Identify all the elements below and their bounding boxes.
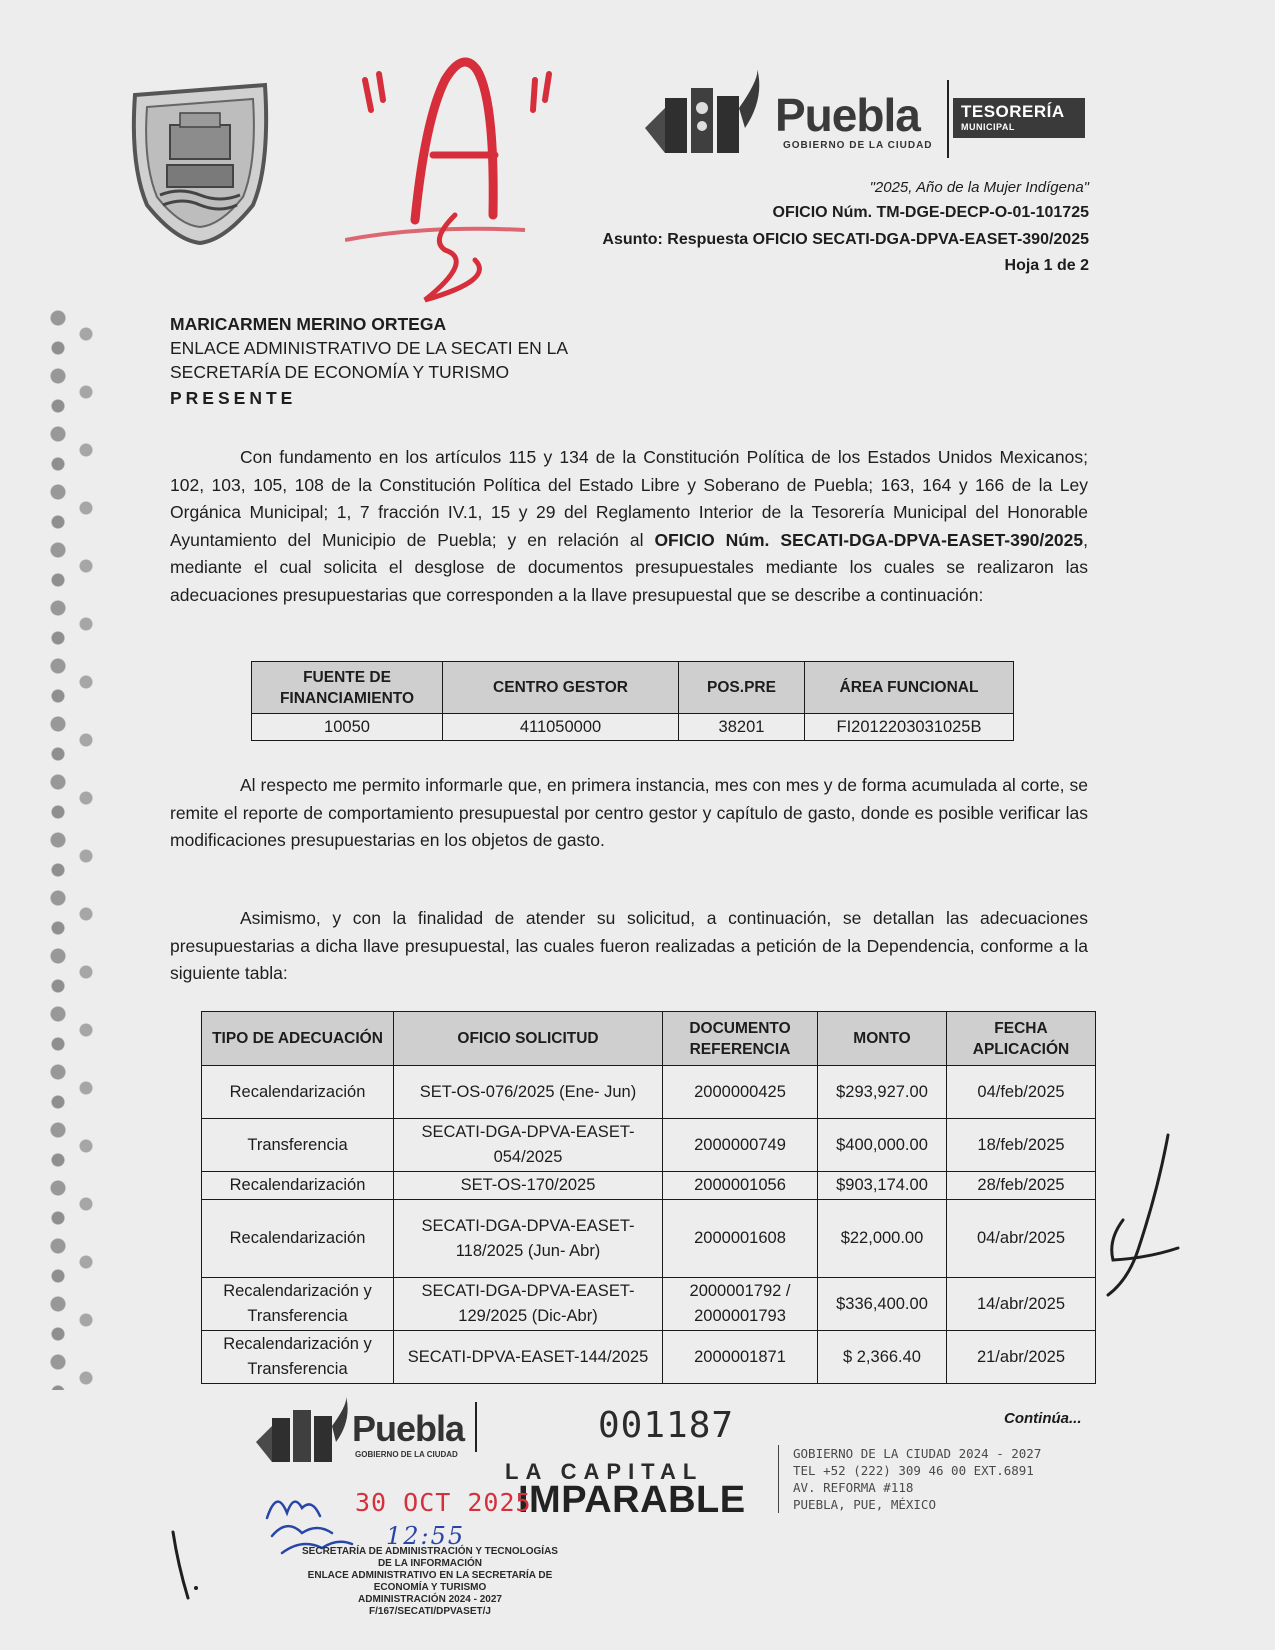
t2-cell: 2000000749	[663, 1119, 818, 1172]
stamp-line: ECONOMÍA Y TURISMO	[373, 1582, 487, 1593]
t2-cell: Recalendarización	[202, 1200, 394, 1278]
t1-cell-area: FI2012203031025B	[805, 714, 1014, 741]
address-line: PUEBLA, PUE, MÉXICO	[793, 1497, 936, 1512]
side-decorative-pattern	[40, 300, 110, 1390]
t2-cell: 2000001792 / 2000001793	[663, 1278, 818, 1331]
address-line: AV. REFORMA #118	[793, 1480, 914, 1495]
t2-cell: Recalendarización y Transferencia	[202, 1331, 394, 1384]
footer-logo-subtitle: GOBIERNO DE LA CIUDAD	[355, 1450, 458, 1459]
received-time: 12:55	[386, 1522, 466, 1550]
t2-cell: $293,927.00	[818, 1066, 947, 1119]
table-row	[202, 1066, 1096, 1119]
t1-header-fuente: FUENTE DE FINANCIAMIENTO	[252, 662, 443, 714]
t2-header-documento: DOCUMENTO REFERENCIA	[663, 1012, 818, 1066]
stamp-line: DE LA INFORMACIÓN	[377, 1558, 483, 1569]
t2-cell: SECATI-DPVA-EASET-144/2025	[394, 1331, 663, 1384]
t1-header-pospre: POS.PRE	[679, 662, 805, 714]
stamp-line: SECRETARÍA DE ADMINISTRACIÓN Y TECNOLOGÍAS	[302, 1546, 558, 1557]
slogan-imparable: IMPARABLE	[518, 1479, 746, 1521]
t2-cell: SET-OS-076/2025 (Ene- Jun)	[394, 1066, 663, 1119]
t2-cell: $336,400.00	[818, 1278, 947, 1331]
t2-cell: SECATI-DGA-DPVA-EASET-129/2025 (Dic-Abr)	[394, 1278, 663, 1331]
t2-cell: $22,000.00	[818, 1200, 947, 1278]
addressee-name: MARICARMEN MERINO ORTEGA	[170, 314, 447, 334]
address-line: GOBIERNO DE LA CIUDAD 2024 - 2027	[793, 1446, 1042, 1461]
t1-header-area: ÁREA FUNCIONAL	[805, 662, 1014, 714]
puebla-logo-icon	[645, 68, 765, 160]
t2-header-fecha: FECHA APLICACIÓN	[947, 1012, 1096, 1066]
address-line: TEL +52 (222) 309 46 00 EXT.6891	[793, 1463, 1034, 1478]
tesoreria-title: TESORERÍA	[961, 102, 1065, 121]
p3-text: Asimismo, y con la finalidad de atender su solicitud, a continuación, se detallan las adecuaciones presupuestarias a dicha llave presupuestal, las cuales fueron realizadas a petición de la Dependencia, conforme a la siguiente tabla:	[170, 908, 1088, 983]
oficio-number: OFICIO Núm. TM-DGE-DECP-O-01-101725	[772, 204, 1089, 221]
table-row	[252, 714, 1014, 741]
t2-cell: $903,174.00	[818, 1172, 947, 1200]
p1-oficio-ref: OFICIO Núm. SECATI-DGA-DPVA-EASET-390/2025	[654, 529, 1084, 550]
stamp-line: ENLACE ADMINISTRATIVO EN LA SECRETARÍA DE	[307, 1570, 553, 1581]
footer-address-block	[778, 1445, 1041, 1513]
tesoreria-subtitle: MUNICIPAL	[961, 122, 1015, 132]
table-row	[202, 1331, 1096, 1384]
t2-cell: Transferencia	[202, 1119, 394, 1172]
stamp-line: F/167/SECATI/DPVASET/J	[369, 1606, 491, 1617]
t2-cell: $400,000.00	[818, 1119, 947, 1172]
t2-cell: 14/abr/2025	[947, 1278, 1096, 1331]
tesoreria-badge	[953, 98, 1085, 138]
red-annotation-mark	[345, 40, 585, 310]
city-seal-icon	[125, 75, 275, 245]
t2-cell: SECATI-DGA-DPVA-EASET-054/2025	[394, 1119, 663, 1172]
received-date-stamp: 30 OCT 2025	[355, 1488, 532, 1517]
page-counter: Hoja 1 de 2	[1004, 257, 1089, 274]
t2-header-tipo: TIPO DE ADECUACIÓN	[202, 1012, 394, 1066]
body-paragraph-2	[170, 772, 1088, 855]
header-logo-subtitle: GOBIERNO DE LA CIUDAD	[783, 140, 933, 151]
t2-cell: Recalendarización	[202, 1172, 394, 1200]
table-row	[202, 1278, 1096, 1331]
t2-cell: 18/feb/2025	[947, 1119, 1096, 1172]
continua-label: Continúa...	[1004, 1410, 1082, 1427]
addressee-title-line-1: ENLACE ADMINISTRATIVO DE LA SECATI EN LA	[170, 338, 569, 358]
t1-cell-centro: 411050000	[443, 714, 679, 741]
t2-header-oficio: OFICIO SOLICITUD	[394, 1012, 663, 1066]
p1-text-a: Con fundamento en los artículos 115 y 134 de la Constitución Política de los Estados Unidos Mexicanos; 102, 103, 105, 108 de la Constitución Política del Estado Libre y Soberano de Puebla; 163, 164 y 166 de la Ley Orgánica Municipal; 1, 7 fracción IV.1, 15 y 29 del Reglamento Interior de la Tesorería Municipal del Honorable Ayuntamiento del Municipio de Puebla; y en relación al	[170, 447, 1088, 550]
pen-mark-icon	[168, 1530, 208, 1600]
t1-cell-pospre: 38201	[679, 714, 805, 741]
table-row	[202, 1200, 1096, 1278]
footer-puebla-logo-icon	[256, 1396, 352, 1466]
budget-key-table	[251, 661, 1014, 741]
stamp-folio-number: 001187	[598, 1405, 735, 1446]
t2-cell: 04/feb/2025	[947, 1066, 1096, 1119]
handwritten-signature-icon	[1098, 1130, 1188, 1300]
t2-cell: 2000001056	[663, 1172, 818, 1200]
t2-cell: 2000000425	[663, 1066, 818, 1119]
body-paragraph-1	[170, 444, 1088, 609]
p1-text-b: , mediante el cual solicita el desglose de documentos presupuestales mediante los cuales se realizaron las adecuaciones presupuestarias que corresponden a la llave presupuestal que se describe a continuación:	[170, 529, 1088, 605]
header-logo-word: Puebla	[775, 89, 920, 141]
presente-label: PRESENTE	[170, 388, 297, 408]
t2-cell: 04/abr/2025	[947, 1200, 1096, 1278]
t2-cell: 28/feb/2025	[947, 1172, 1096, 1200]
footer-logo-divider	[475, 1402, 477, 1452]
t2-cell: $ 2,366.40	[818, 1331, 947, 1384]
p2-text: Al respecto me permito informarle que, en primera instancia, mes con mes y de forma acumulada al corte, se remite el reporte de comportamiento presupuestal por centro gestor y capítulo de gasto, donde es posible verificar las modificaciones presupuestarias en los objetos de gasto.	[170, 775, 1088, 850]
asunto-line: Asunto: Respuesta OFICIO SECATI-DGA-DPVA-EASET-390/2025	[602, 231, 1089, 248]
t1-cell-fuente: 10050	[252, 714, 443, 741]
t2-cell: Recalendarización y Transferencia	[202, 1278, 394, 1331]
t2-header-monto: MONTO	[818, 1012, 947, 1066]
addressee-title-line-2: SECRETARÍA DE ECONOMÍA Y TURISMO	[170, 362, 510, 382]
t1-header-centro: CENTRO GESTOR	[443, 662, 679, 714]
t2-cell: 21/abr/2025	[947, 1331, 1096, 1384]
body-paragraph-3	[170, 905, 1088, 988]
t2-cell: 2000001608	[663, 1200, 818, 1278]
t2-cell: SECATI-DGA-DPVA-EASET-118/2025 (Jun- Abr)	[394, 1200, 663, 1278]
year-motto: "2025, Año de la Mujer Indígena"	[869, 179, 1089, 196]
t2-cell: 2000001871	[663, 1331, 818, 1384]
table-row	[202, 1172, 1096, 1200]
adjustments-table	[201, 1011, 1096, 1384]
table-row	[202, 1119, 1096, 1172]
t2-cell: SET-OS-170/2025	[394, 1172, 663, 1200]
reception-stamp-text	[270, 1546, 590, 1618]
slogan-la-capital: LA CAPITAL	[505, 1459, 704, 1484]
header-logo-divider	[947, 80, 949, 158]
stamp-line: ADMINISTRACIÓN 2024 - 2027	[358, 1594, 502, 1605]
footer-logo-word: Puebla	[352, 1408, 465, 1449]
t2-cell: Recalendarización	[202, 1066, 394, 1119]
